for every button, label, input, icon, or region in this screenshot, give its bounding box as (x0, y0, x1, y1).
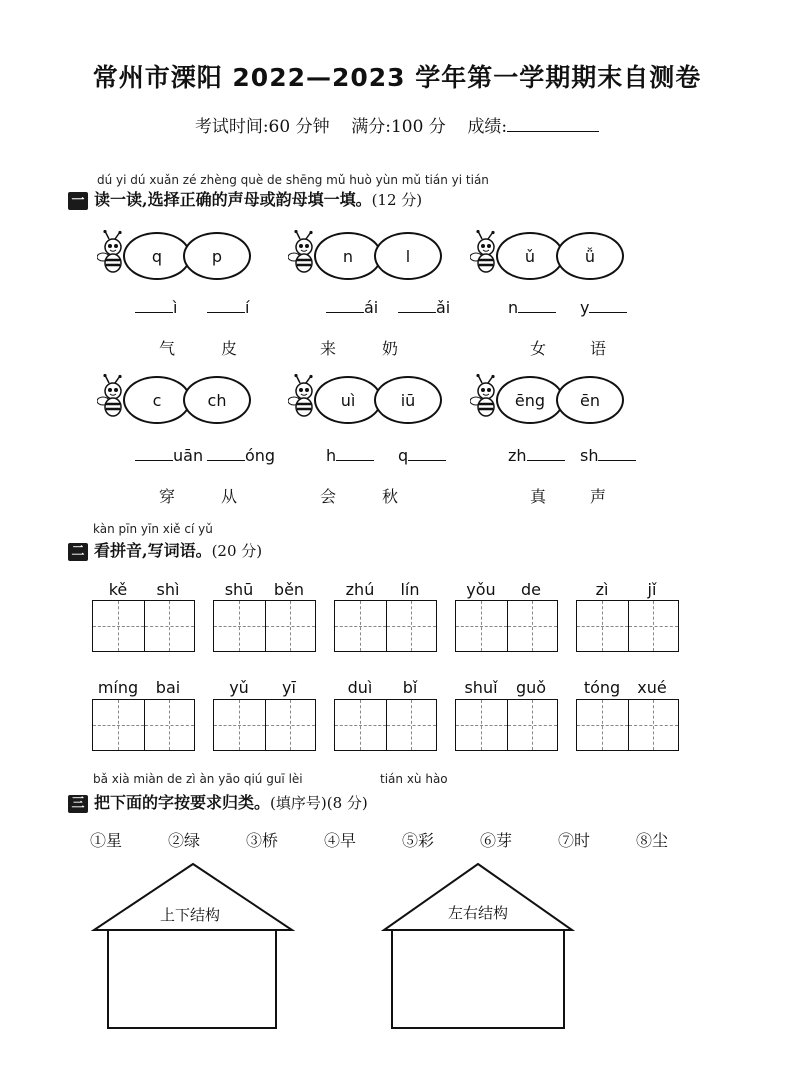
word-pinyin: tóng (583, 678, 621, 697)
grid-cell[interactable] (93, 601, 144, 651)
fill-blank[interactable] (508, 446, 565, 465)
blank-line[interactable] (598, 446, 636, 461)
writing-grid[interactable] (92, 699, 195, 751)
grid-cell[interactable] (335, 601, 386, 651)
word-pinyin: yī (282, 678, 296, 697)
word-pinyin: běn (273, 580, 305, 599)
fill-blank[interactable] (207, 446, 275, 465)
section3-heading (68, 790, 368, 813)
writing-grid[interactable] (576, 699, 679, 751)
hanzi-char: 女 (530, 339, 547, 358)
grid-cell[interactable] (577, 601, 628, 651)
word-pinyin: duì (347, 678, 373, 697)
hanzi-char: 穿 (159, 487, 176, 506)
blank-line[interactable] (207, 298, 245, 313)
fill-blank[interactable] (398, 446, 446, 465)
section1-title: 读一读,选择正确的声母或韵母填一填。 (94, 190, 372, 209)
word-pinyin: yǔ (229, 678, 249, 697)
section1-points: (12 分) (371, 191, 423, 209)
char-option: ⑤彩 (402, 831, 435, 850)
hanzi-char: 皮 (221, 339, 238, 358)
section2-heading (68, 538, 262, 561)
blank-text: h (326, 446, 337, 465)
hanzi-char: 真 (530, 487, 547, 506)
grid-cell[interactable] (144, 601, 195, 651)
word-pinyin: míng (97, 678, 139, 697)
word-pinyin: guǒ (515, 678, 547, 697)
option-oval: uì (314, 376, 382, 424)
section3-number: 三 (68, 795, 88, 813)
blank-line[interactable] (518, 298, 556, 313)
writing-grid[interactable] (576, 600, 679, 652)
char-option: ②绿 (168, 831, 201, 850)
blank-text: ì (173, 298, 178, 317)
blank-line[interactable] (527, 446, 565, 461)
section2-points: (20 分) (211, 542, 263, 560)
writing-grid[interactable] (213, 600, 316, 652)
word-pinyin: zì (595, 580, 609, 599)
writing-grid[interactable] (455, 699, 558, 751)
option-oval: iū (374, 376, 442, 424)
grid-cell[interactable] (214, 700, 265, 750)
writing-grid[interactable] (334, 699, 437, 751)
grid-cell[interactable] (507, 601, 558, 651)
option-oval: ǔ (496, 232, 564, 280)
section3-sub: (填序号)(8 分) (270, 794, 368, 812)
blank-line[interactable] (589, 298, 627, 313)
fill-blank[interactable] (508, 298, 556, 317)
option-oval: q (123, 232, 191, 280)
word-pinyin: yǒu (466, 580, 496, 599)
exam-info (0, 112, 794, 137)
word-pinyin: de (521, 580, 541, 599)
char-option: ⑧尘 (636, 831, 669, 850)
section2-pinyin: kàn pīn yīn xiě cí yǔ (93, 522, 213, 536)
fill-blank[interactable] (135, 446, 203, 465)
word-pinyin: shuǐ (464, 678, 498, 697)
fill-blank[interactable] (580, 446, 636, 465)
section2-title: 看拼音,写词语。 (94, 541, 212, 560)
score-label: 成绩: (467, 117, 508, 137)
grid-cell[interactable] (628, 700, 679, 750)
blank-line[interactable] (336, 446, 374, 461)
section1-pinyin: dú yi dú xuǎn zé zhèng què de shēng mǔ huò yùn mǔ tián yi tián (97, 173, 489, 187)
char-option: ①星 (90, 831, 123, 850)
section3-pinyin-2: tián xù hào (380, 772, 448, 786)
hanzi-char: 会 (320, 487, 337, 506)
fill-blank[interactable] (207, 298, 249, 317)
blank-text: ǎi (436, 298, 451, 317)
hanzi-char: 气 (159, 339, 176, 358)
exam-time: 考试时间:60 分钟 (194, 117, 330, 137)
blank-line[interactable] (135, 446, 173, 461)
word-pinyin: xué (637, 678, 667, 697)
blank-line[interactable] (398, 298, 436, 313)
word-pinyin: shū (224, 580, 254, 599)
word-pinyin: lín (400, 580, 420, 599)
blank-line[interactable] (408, 446, 446, 461)
grid-cell[interactable] (144, 700, 195, 750)
blank-text: y (580, 298, 590, 317)
grid-cell[interactable] (265, 700, 316, 750)
option-oval: n (314, 232, 382, 280)
word-pinyin: bai (155, 678, 181, 697)
writing-grid[interactable] (334, 600, 437, 652)
hanzi-char: 秋 (382, 487, 399, 506)
house1-label: 上下结构 (159, 906, 220, 924)
grid-cell[interactable] (386, 601, 437, 651)
grid-cell[interactable] (456, 700, 507, 750)
grid-cell[interactable] (335, 700, 386, 750)
blank-line[interactable] (326, 298, 364, 313)
page-title: 常州市溧阳 2022—2023 学年第一学期期末自测卷 (92, 63, 702, 92)
word-pinyin: kě (108, 580, 128, 599)
blank-line[interactable] (207, 446, 245, 461)
section2-number: 二 (68, 543, 88, 561)
char-option: ③桥 (246, 831, 279, 850)
grid-cell[interactable] (577, 700, 628, 750)
option-oval: l (374, 232, 442, 280)
grid-cell[interactable] (507, 700, 558, 750)
section1-number: 一 (68, 192, 88, 210)
blank-text: óng (245, 446, 276, 465)
option-oval: p (183, 232, 251, 280)
house2-label: 左右结构 (447, 904, 508, 922)
hanzi-char: 语 (590, 339, 607, 358)
word-pinyin: jǐ (647, 580, 657, 599)
fill-blank[interactable] (326, 298, 378, 317)
hanzi-char: 来 (320, 339, 337, 358)
grid-cell[interactable] (93, 700, 144, 750)
grid-cell[interactable] (386, 700, 437, 750)
blank-text: uān (173, 446, 204, 465)
writing-grid[interactable] (213, 699, 316, 751)
blank-text: ái (364, 298, 379, 317)
fill-blank[interactable] (398, 298, 450, 317)
char-option: ⑦时 (558, 831, 591, 850)
grid-cell[interactable] (265, 601, 316, 651)
blank-text: sh (580, 446, 599, 465)
blank-text: í (245, 298, 250, 317)
char-option: ④早 (324, 831, 357, 850)
fill-blank[interactable] (135, 298, 177, 317)
house1-box[interactable] (107, 929, 277, 1029)
blank-line[interactable] (135, 298, 173, 313)
section3-title: 把下面的字按要求归类。 (94, 793, 271, 812)
full-score: 满分:100 分 (351, 117, 446, 137)
blank-text: n (508, 298, 519, 317)
option-oval: c (123, 376, 191, 424)
blank-text: q (398, 446, 409, 465)
grid-cell[interactable] (628, 601, 679, 651)
grid-cell[interactable] (456, 601, 507, 651)
option-oval: ēn (556, 376, 624, 424)
option-oval: ēng (496, 376, 564, 424)
hanzi-char: 声 (590, 487, 607, 506)
hanzi-char: 奶 (382, 339, 399, 358)
option-oval: ch (183, 376, 251, 424)
score-blank[interactable] (507, 117, 599, 132)
writing-grid[interactable] (455, 600, 558, 652)
writing-grid[interactable] (92, 600, 195, 652)
blank-text: zh (508, 446, 527, 465)
fill-blank[interactable] (580, 298, 627, 317)
word-pinyin: zhú (345, 580, 375, 599)
house2-box[interactable] (391, 929, 565, 1029)
section3-pinyin: bǎ xià miàn de zì àn yāo qiú guī lèi (93, 772, 303, 786)
word-pinyin: bǐ (402, 678, 418, 697)
char-option: ⑥芽 (480, 831, 513, 850)
hanzi-char: 从 (221, 487, 238, 506)
word-pinyin: shì (156, 580, 180, 599)
grid-cell[interactable] (214, 601, 265, 651)
option-oval: ǚ (556, 232, 624, 280)
section1-heading (68, 187, 422, 210)
fill-blank[interactable] (326, 446, 374, 465)
